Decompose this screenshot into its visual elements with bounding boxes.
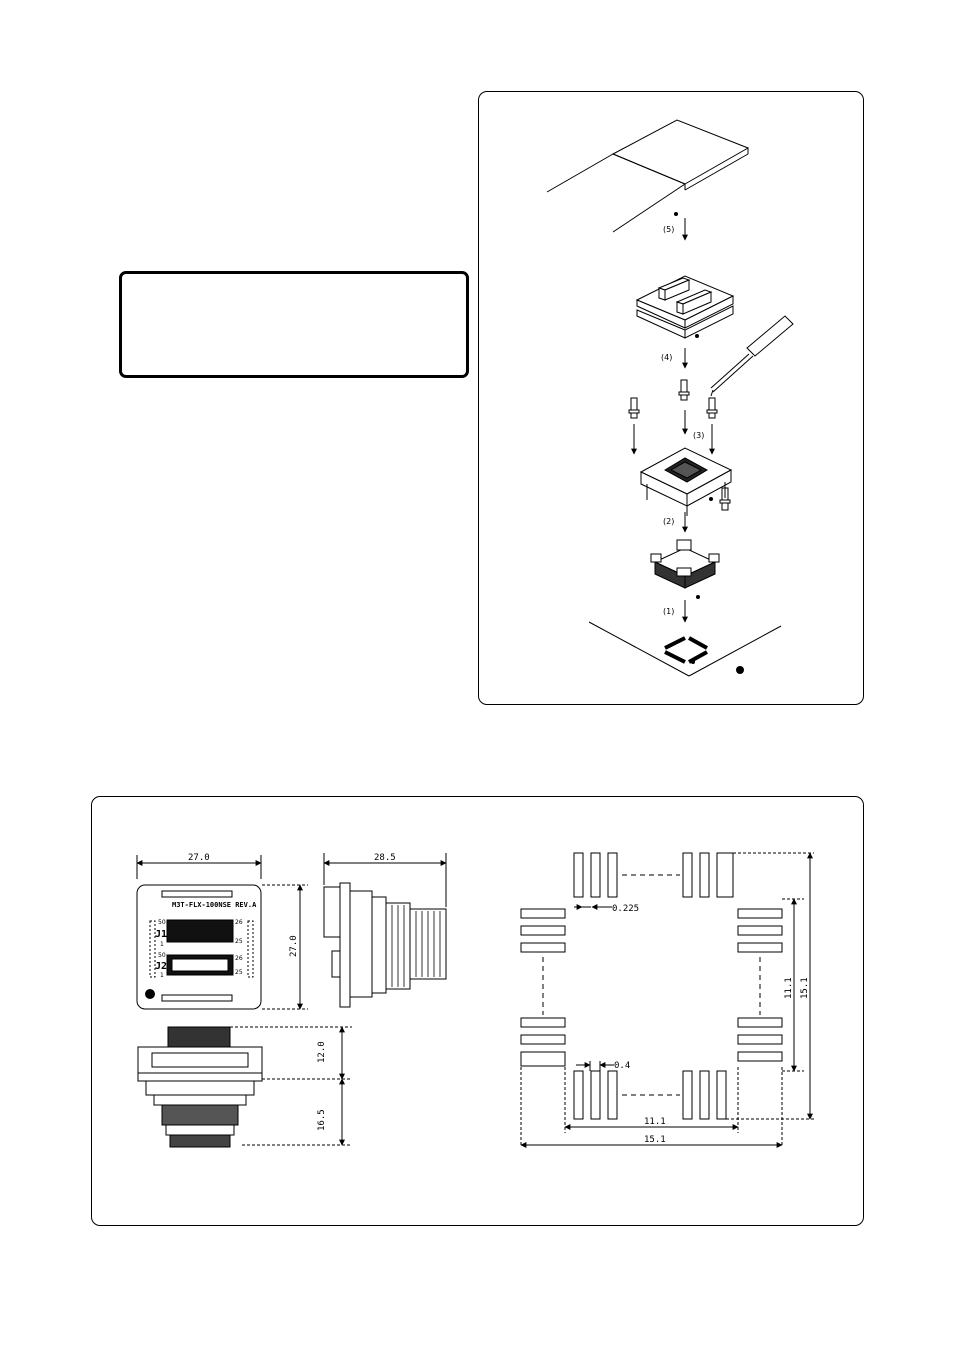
board-height-dimension: 27.0	[289, 935, 299, 957]
outer-span-dimension: 15.1	[644, 1135, 666, 1145]
ic-socket	[641, 448, 731, 516]
index-mark	[674, 212, 678, 216]
pad-gap-dimension: 0.225	[612, 904, 640, 914]
pin-50-label: 50	[158, 952, 166, 959]
dimension-drawing-panel	[91, 796, 864, 1226]
step-3-label: (3)	[693, 431, 705, 440]
pin-26-label: 26	[235, 919, 243, 926]
inner-span-dimension: 11.1	[644, 1117, 666, 1127]
reference-dot	[736, 666, 744, 674]
index-mark	[695, 334, 699, 338]
pin-25-label: 25	[235, 969, 243, 976]
inner-span-vertical-dimension: 11.1	[784, 977, 794, 999]
pin-26-label: 26	[235, 955, 243, 962]
index-mark	[709, 497, 713, 501]
pin-25-label: 25	[235, 938, 243, 945]
height-lower-dimension: 16.5	[317, 1109, 327, 1131]
screwdriver	[711, 316, 793, 396]
step-5-label: (5)	[663, 225, 675, 234]
guide-adapter	[651, 540, 719, 588]
board-label: M3T-FLX-100NSE REV.A	[172, 901, 257, 909]
note-box	[119, 271, 469, 378]
pin-50-label: 50	[158, 919, 166, 926]
board-width-dimension: 27.0	[188, 853, 210, 863]
pad-footprint	[521, 853, 782, 1119]
index-mark	[691, 660, 695, 664]
connector-j2-label: J2	[155, 961, 168, 972]
board-front-view	[138, 1027, 262, 1147]
converter-board	[637, 276, 733, 338]
assembly-diagram-panel	[478, 91, 864, 705]
pin-1-label: 1	[160, 941, 164, 948]
assembly-diagram	[479, 92, 863, 704]
pad-width-dimension: 0.4	[614, 1061, 631, 1071]
side-width-dimension: 28.5	[374, 853, 396, 863]
board-side-view	[324, 883, 446, 1007]
height-upper-dimension: 12.0	[317, 1041, 327, 1063]
index-mark	[696, 595, 700, 599]
top-board	[547, 120, 748, 232]
step-1-label: (1)	[663, 607, 675, 616]
pin-1-label: 1	[160, 972, 164, 979]
step-4-label: (4)	[661, 353, 673, 362]
target-board	[589, 622, 781, 676]
outer-span-vertical-dimension: 15.1	[800, 977, 810, 999]
connector-j1-label: J1	[155, 929, 168, 940]
dimension-drawing	[92, 797, 863, 1225]
step-2-label: (2)	[663, 517, 675, 526]
index-mark	[145, 989, 155, 999]
